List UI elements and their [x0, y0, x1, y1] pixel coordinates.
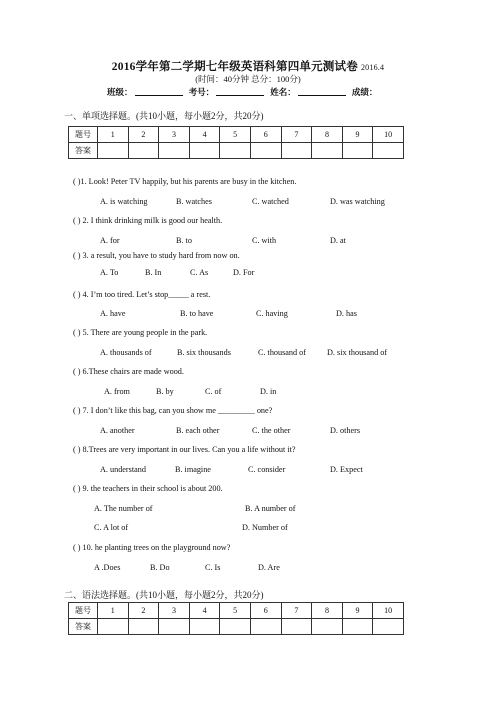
answer-cell[interactable]: [98, 143, 129, 159]
question-option: D. For: [233, 268, 255, 277]
question-stem: ( ) 5. There are young people in the park.: [73, 328, 208, 337]
question-option: A. for: [100, 236, 120, 245]
answer-cell[interactable]: [159, 619, 190, 635]
section2-heading: 二、语法选择题。(共10小题，每小题2分，共20分): [64, 590, 264, 600]
table-row-numbers: [69, 127, 404, 143]
question-stem: ( ) 3. a result, you have to study hard from now on.: [73, 251, 240, 260]
question-option: C. Is: [205, 563, 221, 572]
exam-no-label: 考号：: [188, 87, 215, 97]
question-option: C. thousand of: [258, 348, 306, 357]
question-stem: ( ) 7. I don’t like this bag, can you show me _________ one?: [73, 406, 273, 415]
table-row-answers: [69, 143, 404, 159]
question-option: D. has: [336, 309, 357, 318]
table-cell: 1: [98, 127, 129, 143]
exam-time-and-score: (时间：40分钟 总分：100分): [195, 74, 301, 84]
question-option: A. from: [104, 387, 130, 396]
answer-cell[interactable]: [281, 619, 312, 635]
question-option: D. Number of: [242, 523, 288, 532]
question-stem: ( ) 2. I think drinking milk is good our health.: [73, 216, 223, 225]
table-cell: 3: [159, 603, 190, 619]
question-option: B. six thousands: [177, 348, 231, 357]
section1-heading: 一、单项选择题。(共10小题，每小题2分，共20分): [64, 111, 264, 121]
table-cell: 3: [159, 127, 190, 143]
table-cell: 9: [342, 603, 373, 619]
table-cell: 10: [373, 127, 404, 143]
question-option: A. have: [100, 309, 126, 318]
question-option: B. imagine: [175, 465, 211, 474]
answer-cell[interactable]: [98, 619, 129, 635]
question-option: B. In: [145, 268, 162, 277]
table-row-numbers: [69, 603, 404, 619]
title-text: 2016学年第二学期七年级英语科第四单元测试卷: [111, 61, 358, 73]
question-option: B. watches: [176, 197, 212, 206]
table-row-answers: [69, 619, 404, 635]
table-cell: 1: [98, 603, 129, 619]
table-cell: 4: [189, 127, 220, 143]
table-header-cell: 答案: [69, 619, 98, 635]
answer-cell[interactable]: [250, 619, 281, 635]
question-option: C. having: [256, 309, 288, 318]
question-option: D. in: [260, 387, 277, 396]
table-cell: 6: [250, 127, 281, 143]
question-stem: ( ) 9. the teachers in their school is about 200.: [73, 484, 223, 493]
question-option: C. with: [252, 236, 277, 245]
question-option: B. to have: [180, 309, 214, 318]
section2-answer-table: [68, 602, 404, 635]
question-option: B. A number of: [245, 504, 296, 513]
table-cell: 7: [281, 127, 312, 143]
answer-cell[interactable]: [128, 143, 159, 159]
answer-cell[interactable]: [312, 619, 343, 635]
question-stem: ( ) 6.These chairs are made wood.: [73, 367, 184, 376]
table-cell: 10: [373, 603, 404, 619]
question-option: A. understand: [100, 465, 146, 474]
question-stem: ( ) 10. he planting trees on the playground now?: [73, 543, 231, 552]
question-option: A. is watching: [100, 197, 148, 206]
question-option: D. was watching: [330, 197, 385, 206]
table-cell: 5: [220, 127, 251, 143]
question-option: B. by: [156, 387, 174, 396]
answer-cell[interactable]: [342, 619, 373, 635]
score-label: 成绩：: [351, 87, 378, 97]
table-cell: 8: [312, 603, 343, 619]
title-date: 2016.4: [360, 63, 385, 72]
answer-cell[interactable]: [128, 619, 159, 635]
question-option: D. Expect: [330, 465, 363, 474]
student-info-line: [107, 86, 377, 98]
table-cell: 4: [189, 603, 220, 619]
question-option: D. at: [330, 236, 346, 245]
class-blank: [135, 86, 183, 96]
question-stem: ( ) 8.Trees are very important in our lives. Can you a life without it?: [73, 445, 296, 454]
section1-answer-table: [68, 126, 404, 159]
question-option: D. six thousand of: [327, 348, 388, 357]
question-option: A. thousands of: [100, 348, 152, 357]
question-option: A .Does: [94, 563, 121, 572]
answer-cell[interactable]: [373, 143, 404, 159]
question-option: C. of: [205, 387, 222, 396]
answer-cell[interactable]: [342, 143, 373, 159]
table-header-cell: 题号: [69, 603, 98, 619]
answer-cell[interactable]: [312, 143, 343, 159]
name-label: 姓名：: [270, 87, 296, 97]
table-header-cell: 答案: [69, 143, 98, 159]
table-cell: 8: [312, 127, 343, 143]
table-cell: 7: [281, 603, 312, 619]
question-option: C. the other: [252, 426, 291, 435]
question-option: A. The number of: [94, 504, 153, 513]
exam-no-blank: [216, 86, 264, 96]
question-option: C. consider: [248, 465, 286, 474]
question-option: D. others: [330, 426, 361, 435]
table-cell: 9: [342, 127, 373, 143]
question-option: D. Are: [258, 563, 280, 572]
answer-cell[interactable]: [189, 143, 220, 159]
answer-cell[interactable]: [220, 143, 251, 159]
table-cell: 6: [250, 603, 281, 619]
name-blank: [298, 86, 346, 96]
question-option: B. Do: [150, 563, 170, 572]
exam-title: [0, 58, 496, 74]
table-header-cell: 题号: [69, 127, 98, 143]
question-option: C. watched: [252, 197, 289, 206]
question-option: C. As: [190, 268, 209, 277]
question-option: B. each other: [176, 426, 220, 435]
table-cell: 2: [128, 127, 159, 143]
answer-cell[interactable]: [159, 143, 190, 159]
question-option: C. A lot of: [94, 523, 129, 532]
question-stem: ( ) 4. I’m too tired. Let’s stop_____ a rest.: [73, 290, 211, 299]
answer-cell[interactable]: [250, 143, 281, 159]
question-stem: ( )1. Look! Peter TV happily, but his parents are busy in the kitchen.: [73, 177, 297, 186]
question-option: A. another: [100, 426, 135, 435]
question-option: B. to: [176, 236, 192, 245]
answer-cell[interactable]: [189, 619, 220, 635]
class-label: 班级：: [107, 87, 133, 97]
table-cell: 5: [220, 603, 251, 619]
table-cell: 2: [128, 603, 159, 619]
question-option: A. To: [100, 268, 119, 277]
answer-cell[interactable]: [373, 619, 404, 635]
answer-cell[interactable]: [220, 619, 251, 635]
answer-cell[interactable]: [281, 143, 312, 159]
